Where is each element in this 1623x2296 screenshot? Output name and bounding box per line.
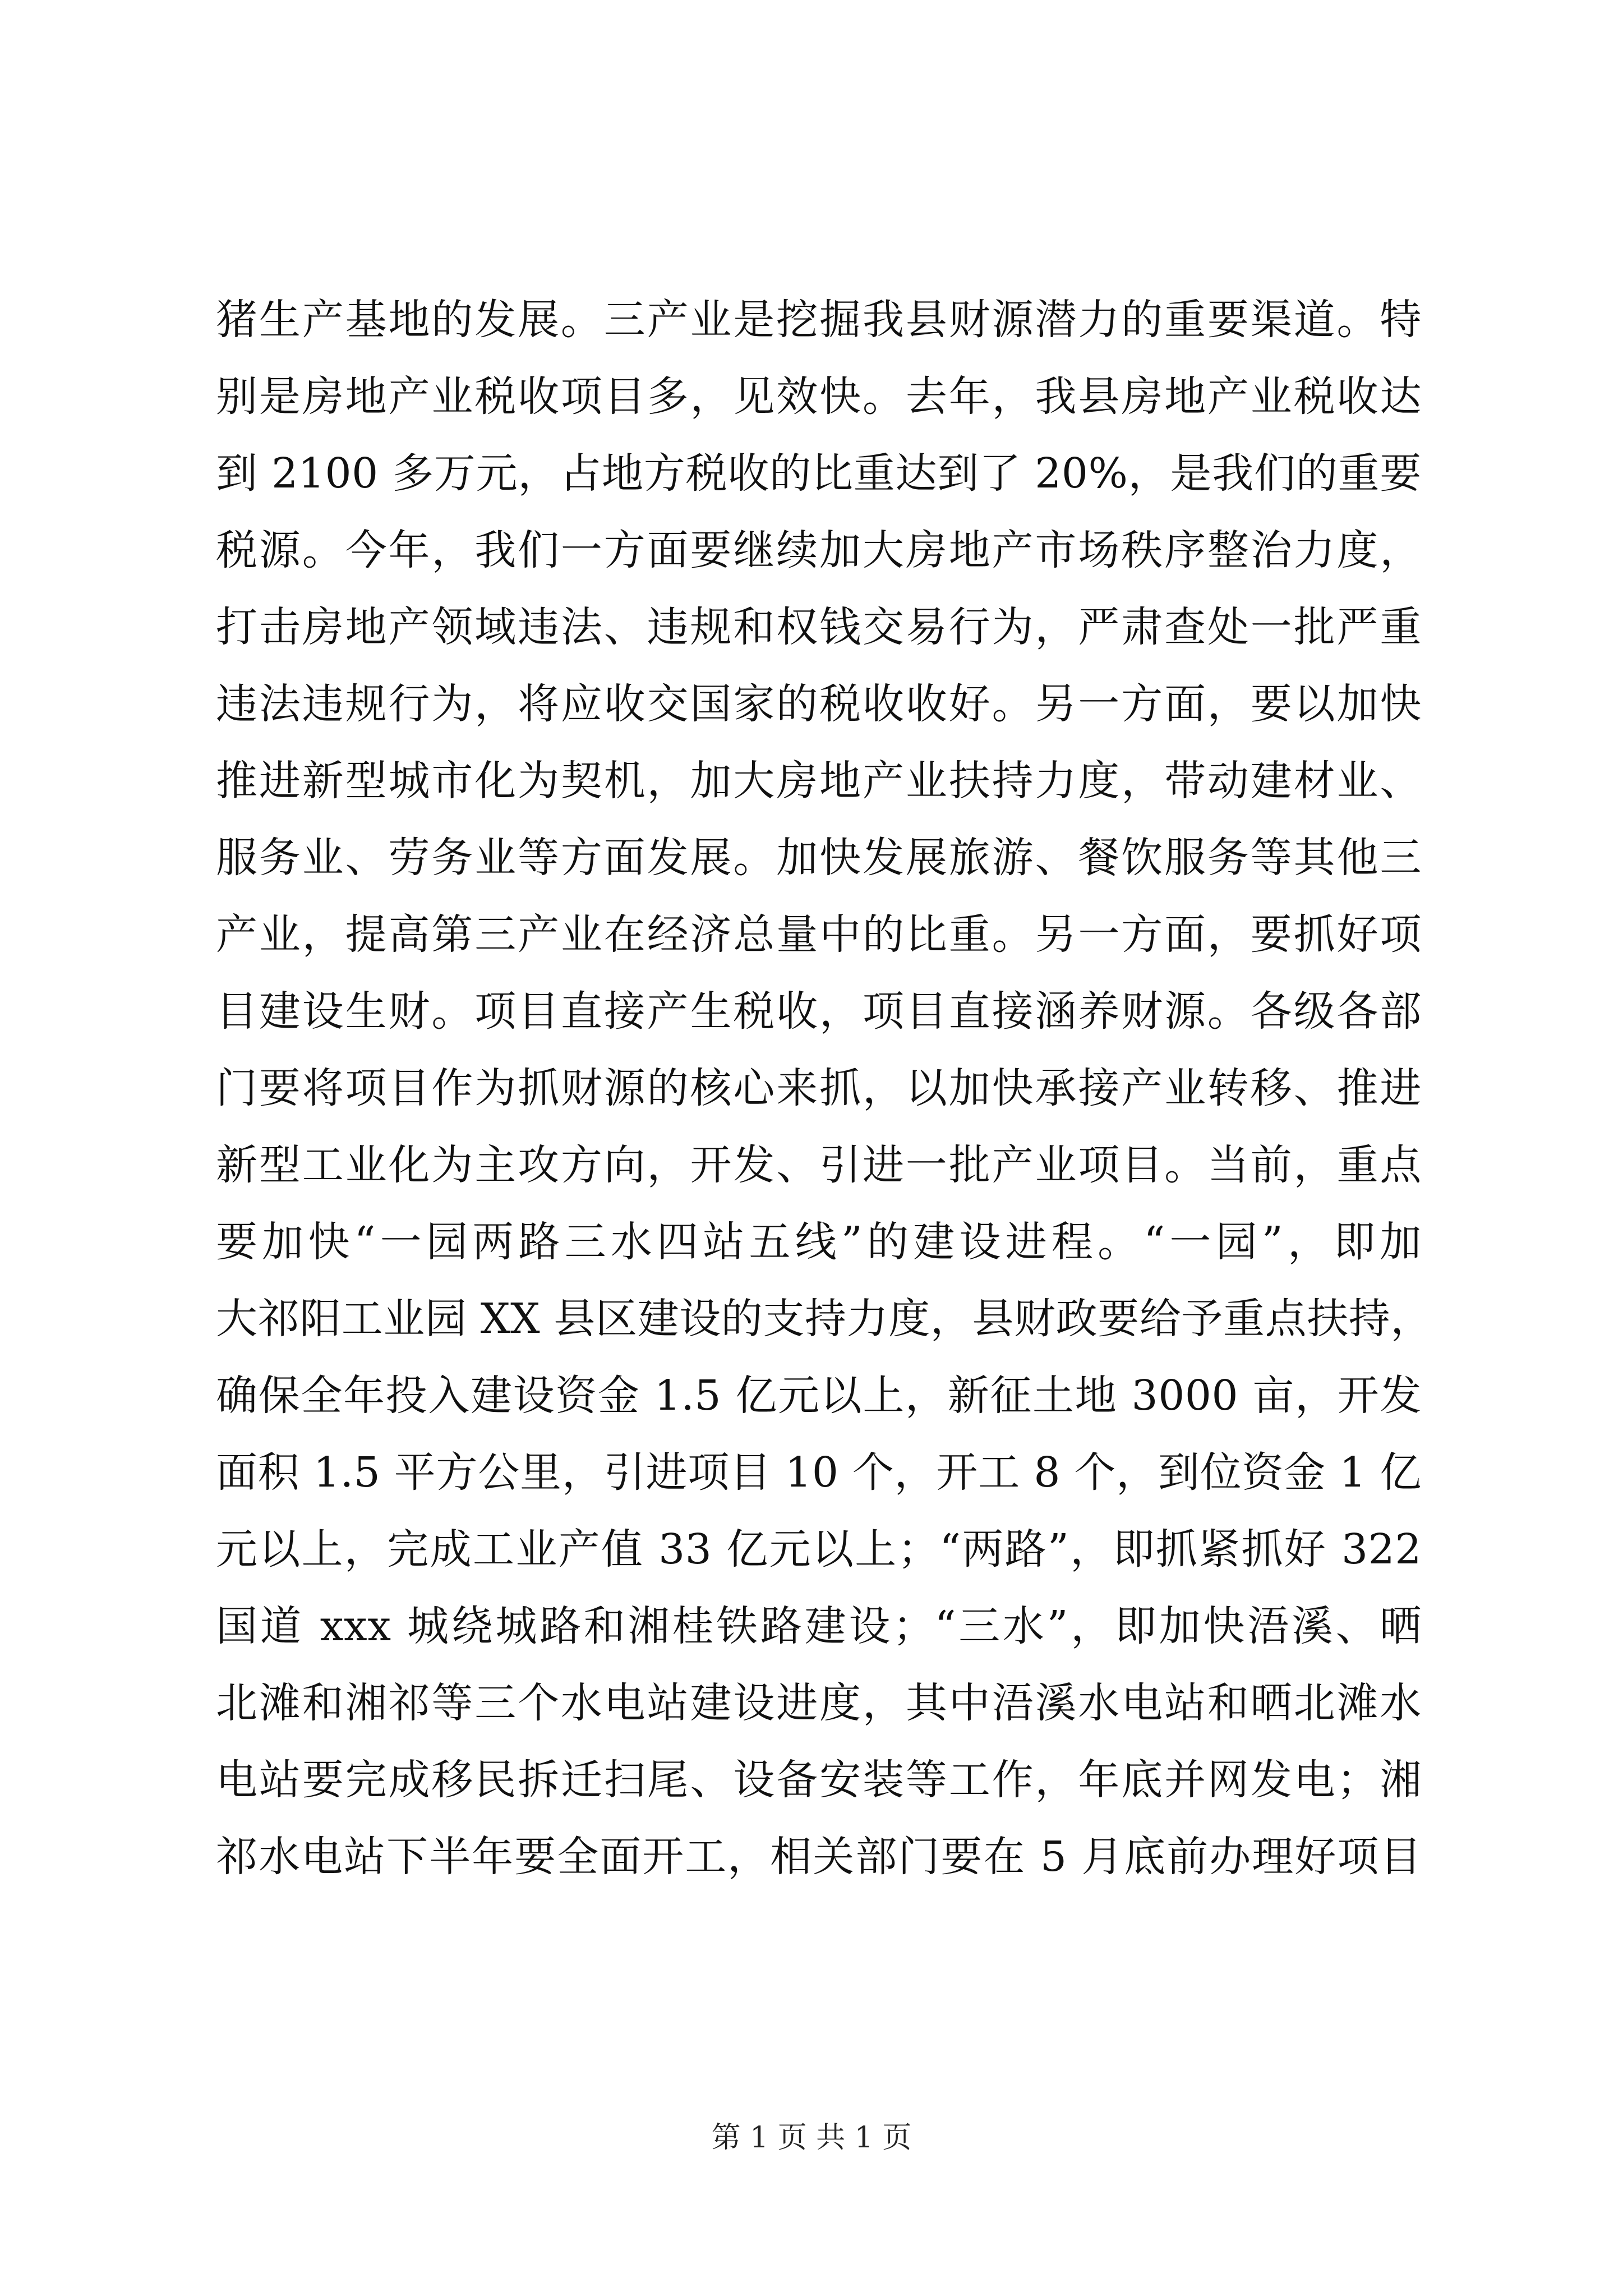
text-line: 新型工业化为主攻方向，开发、引进一批产业项目。当前，重点 (216, 1141, 1422, 1189)
page-footer: 第 1 页 共 1 页 (711, 2121, 912, 2155)
text-line: 到 2100 多万元，占地方税收的比重达到了 20%，是我们的重要 (216, 449, 1422, 498)
text-line: 元以上，完成工业产值 33 亿元以上；“两路”，即抓紧抓好 322 (216, 1525, 1422, 1573)
text-line: 电站要完成移民拆迁扫尾、设备安装等工作，年底并网发电；湘 (216, 1756, 1422, 1804)
text-line: 要加快“一园两路三水四站五线”的建设进程。“一园”，即加 (216, 1218, 1422, 1266)
text-line: 推进新型城市化为契机，加大房地产业扶持力度，带动建材业、 (216, 757, 1422, 805)
text-line: 确保全年投入建设资金 1.5 亿元以上，新征土地 3000 亩，开发 (216, 1372, 1422, 1420)
text-line: 别是房地产业税收项目多，见效快。去年，我县房地产业税收达 (216, 372, 1422, 421)
text-line: 面积 1.5 平方公里，引进项目 10 个，开工 8 个，到位资金 1 亿 (216, 1448, 1422, 1497)
text-line: 门要将项目作为抓财源的核心来抓，以加快承接产业转移、推进 (216, 1064, 1422, 1112)
text-line: 目建设生财。项目直接产生税收，项目直接涵养财源。各级各部 (216, 987, 1422, 1036)
text-line: 国道 xxx 城绕城路和湘桂铁路建设；“三水”，即加快浯溪、晒 (216, 1602, 1422, 1650)
body-paragraph (216, 282, 1433, 1895)
text-line: 祁水电站下半年要全面开工，相关部门要在 5 月底前办理好项目 (216, 1833, 1422, 1881)
text-line: 产业，提高第三产业在经济总量中的比重。另一方面，要抓好项 (216, 910, 1422, 959)
text-line: 北滩和湘祁等三个水电站建设进度，其中浯溪水电站和晒北滩水 (216, 1679, 1422, 1727)
text-line: 税源。今年，我们一方面要继续加大房地产市场秩序整治力度， (216, 526, 1422, 574)
text-line: 打击房地产领域违法、违规和权钱交易行为，严肃查处一批严重 (216, 603, 1422, 651)
text-line: 猪生产基地的发展。三产业是挖掘我县财源潜力的重要渠道。特 (216, 296, 1422, 344)
text-line: 违法违规行为，将应收交国家的税收收好。另一方面，要以加快 (216, 680, 1422, 728)
text-line: 大祁阳工业园 XX 县区建设的支持力度，县财政要给予重点扶持， (216, 1295, 1433, 1343)
text-line: 服务业、劳务业等方面发展。加快发展旅游、餐饮服务等其他三 (216, 834, 1422, 882)
